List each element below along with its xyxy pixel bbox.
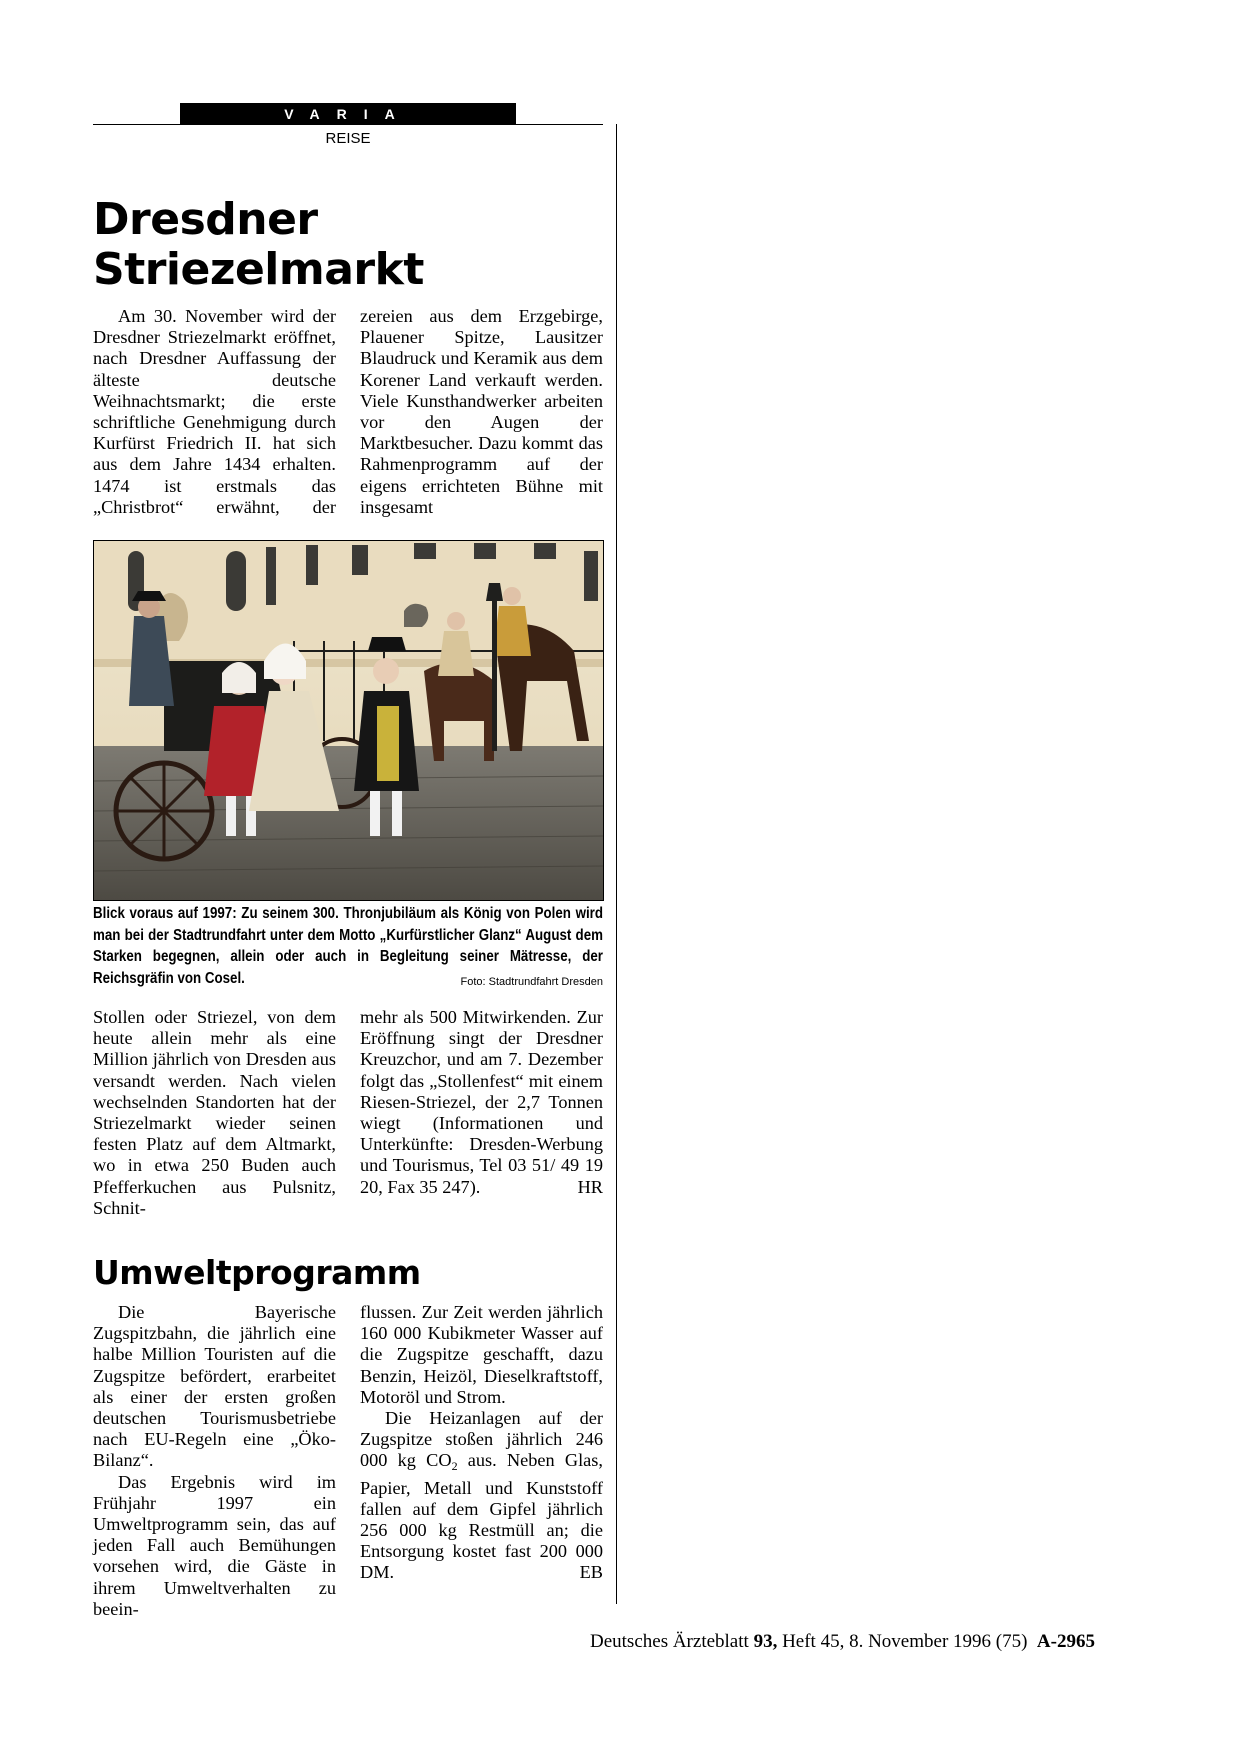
title-line-2: Striezelmarkt: [93, 244, 424, 295]
article1-col3-text: Stollen oder Striezel, von dem heute allein mehr als eine Million jährlich von Dresden aus versandt werden. Nach vielen wechselnden Standorten hat der Striezelmarkt wieder seinen festen Platz auf dem Altmarkt, wo in etwa 250 Buden auch Pfefferkuchen aus Pulsnitz, Schnit-: [93, 1007, 336, 1218]
page-number: A-2965: [1036, 1631, 1095, 1652]
article1-column-3: [93, 1007, 336, 1219]
article1-col2-text: zereien aus dem Erzgebirge, Plauener Spitze, Lausitzer Blaudruck und Keramik aus dem Korener Land verkauft werden. Viele Kunsthandwerker arbeiten vor den Augen der Marktbesucher. Dazu kommt das Rahmenprogramm auf der eigens errichteten Bühne mit insgesamt: [360, 306, 603, 517]
author-initials-hr: HR: [577, 1176, 603, 1197]
co2-text-end: aus. Neben Glas, Papier, Metall und Kunststoff fallen auf dem Gipfel jährlich 256 000 kg Restmüll an; die Entsorgung kostet fast 200 000 DM.: [360, 1450, 603, 1583]
header-rule: [93, 124, 603, 125]
co2-text-start: Die Heizanlagen auf der Zugspitze stoßen jährlich 246 000 kg CO: [360, 1408, 603, 1471]
author-initials-eb: EB: [579, 1562, 603, 1583]
column-rule: [616, 124, 617, 1604]
section-label: VARIA: [180, 103, 516, 125]
article2-col2-para2: [360, 1408, 603, 1584]
journal-name: Deutsches Ärzteblatt: [590, 1631, 749, 1652]
title-line-1: Dresdner: [93, 194, 318, 245]
article1-col4-text: [360, 1007, 603, 1198]
article2-column-1: [93, 1302, 336, 1620]
journal-issue: Heft 45, 8. November 1996 (75): [782, 1631, 1028, 1652]
article2-col1-para2: Das Ergebnis wird im Frühjahr 1997 ein Umweltprogramm sein, das auf jeden Fall auch Bemühungen vorsehen wird, die Gäste in ihrem Umweltverhalten zu beein-: [93, 1471, 336, 1619]
photo-costumed-figures-carriage: [94, 541, 603, 900]
page-footer: [590, 1631, 1095, 1653]
article2-col2-para1: flussen. Zur Zeit werden jährlich 160 000 Kubikmeter Wasser auf die Zugspitze geschafft, dazu Benzin, Heizöl, Dieselkraftstoff, Motoröl und Strom.: [360, 1302, 603, 1407]
article2-column-2: [360, 1302, 603, 1584]
article2-col1-para1: Die Bayerische Zugspitzbahn, die jährlich eine halbe Million Touristen auf die Zugspitze befördert, erarbeitet als einer der ersten großen deutschen Tourismusbetriebe nach EU-Regeln eine „Öko-Bilanz“.: [93, 1302, 336, 1471]
article1-column-1: [93, 306, 336, 518]
article1-col1-text: Am 30. November wird der Dresdner Striezelmarkt eröffnet, nach Dresdner Auffassung der älteste deutsche Weihnachtsmarkt; die erste schriftliche Genehmigung durch Kurfürst Friedrich II. hat sich aus dem Jahre 1434 erhalten. 1474 ist erstmals das „Christbrot“ erwähnt, der: [93, 306, 336, 517]
article1-col4-body: mehr als 500 Mitwirkenden. Zur Eröffnung singt der Dresdner Kreuzchor, und am 7. Dezember folgt das „Stollenfest“ mit einem Riesen-Striezel, der 2,7 Tonnen wiegt (Informationen und Unterkünfte: Dresden-Werbung und Tourismus, Tel 03 51/ 49 19 20, Fax 35 247).: [360, 1007, 603, 1197]
photo-credit: Foto: Stadtrundfahrt Dresden: [460, 976, 603, 988]
article-title-striezelmarkt: [93, 195, 593, 295]
photo-caption: Blick voraus auf 1997: Zu seinem 300. Thronjubiläum als König von Polen wird man bei der Stadtrundfahrt unter dem Motto „Kurfürstlicher Glanz“ August dem Starken begegnen, allein oder auch in Begleitung seiner Mätresse, der Reichsgräfin von Cosel.: [93, 905, 603, 987]
article-photo: [93, 540, 604, 901]
article-title-umweltprogramm: Umweltprogramm: [93, 1253, 421, 1292]
article1-column-4: [360, 1007, 603, 1198]
article1-column-2: [360, 306, 603, 518]
journal-volume: 93,: [753, 1631, 778, 1652]
co2-subscript: 2: [451, 1459, 458, 1474]
subsection-label: REISE: [325, 130, 371, 147]
